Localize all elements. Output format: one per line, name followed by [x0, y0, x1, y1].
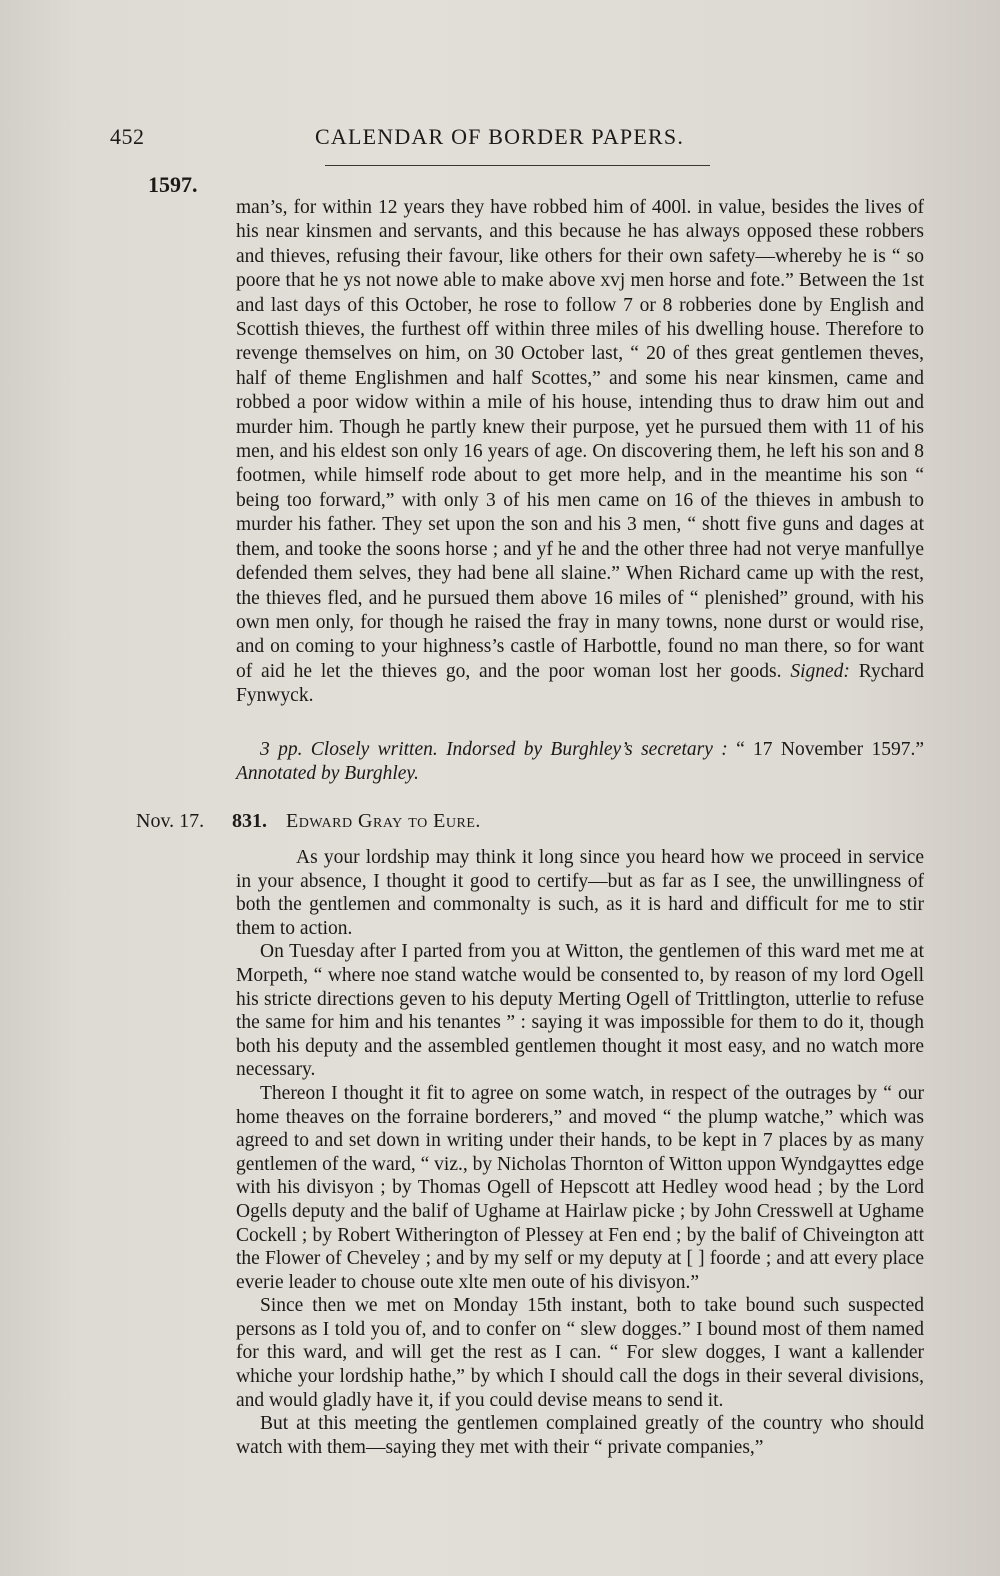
page-title: CALENDAR OF BORDER PAPERS. — [315, 124, 685, 149]
continued-letter-text — [236, 196, 924, 709]
letter-paragraph: Since then we met on Monday 15th instant, both to take bound such suspected persons as I told you of, and to confer on “ slew dogges.” I bound most of them named for this ward, and will get the rest as I can. “ For slew dogges, I want a kallender whiche your lordship hathe,” by which I should call the dogs in their several divisions, and would gladly have it, if you could devise means to send it. — [236, 1295, 924, 1411]
entry-date: Nov. 17. — [136, 810, 205, 832]
note-date: “ 17 November 1597.” — [736, 739, 925, 760]
letter-paragraph: Thereon I thought it fit to agree on some watch, in respect of the outrages by “ our home theaves on the forraine borderers,” and moved “ the plump watche,” which was agreed to and set down in writing under their hands, to be kept in 7 places by as many gentlemen of the ward, “ viz., by Nicholas Thornton of Witton uppon Wyndgayttes edge with his divisyon ; by Thomas Ogell of Hepscott att Hedley wood head ; by the Lord Ogells deputy and the balif of Ughame at Hairlaw picke ; by John Cresswell at Ughame Cockell ; by Robert Witherington of Plessey at Fen end ; by the balif of Chiveington att the Flower of Cheveley ; and by my self or my deputy at [ ] foorde ; and att every place everie leader to chouse oute xlte men oute of his divisyon.” — [236, 1082, 924, 1293]
note-annotated: Annotated by Burghley. — [236, 763, 419, 785]
header-rule — [325, 165, 710, 166]
entry-title: Edward Gray to Eure. — [286, 810, 481, 832]
signatory: Rychard Fynwyck. — [236, 660, 925, 707]
letter-paragraph: On Tuesday after I parted from you at Witton, the gentlemen of this ward met me at Morpeth, “ where noe stand watche would be consented to, by reason of my lord Ogell his stricte directions geven to his deputy Merting Ogell of Trittlington, utterlie to refuse the same for him and his tenantes ” : saying it was impossible for them to do it, though both his deputy and the assembled gentlemen thought it most easy, and no watch more necessary. — [236, 941, 924, 1081]
page-number: 452 — [110, 124, 145, 149]
note-pages: 3 pp. — [260, 739, 303, 760]
margin-year: 1597. — [148, 172, 198, 197]
note-written: Closely written. — [310, 739, 438, 760]
continued-letter-body: man’s, for within 12 years they have robbed him of 400l. in value, besides the lives of his near kinsmen and servants, and this because he has always opposed these robbers and thieves, refusing their favour, like others for their own safety—whereby he is “ so poore that he ys not nowe able to make above xvj men horse and fote.” Between the 1st and last days of this October, he rose to follow 7 or 8 robberies done by English and Scottish thieves, the furthest off within three miles of his dwelling house. Therefore to revenge themselves on him, on 30 October last, “ 20 of thes great gentlemen theves, half of theme Englishmen and half Scottes,” and some his near kinsmen, came and robbed a poor widow within a mile of his house, intending thus to draw him out and murder him. Though he partly knew their purpose, yet he pursued them with 11 of his men, and his eldest son only 16 years of age. On discovering them, he left his son and 8 footmen, while himself rode about to get more help, and in the meantime his son “ being too forward,” with only 3 of his men came on 16 of the thieves in ambush to murder his father. They set upon the son and his 3 men, “ shott five guns and dages at them, and tooke the soons horse ; and yf he and the other three had not verye manfullye defended them selves, they had bene all slaine.” When Richard came up with the rest, the thieves fled, and he pursued them above 16 miles of “ plenished” ground, with his own men only, for though he raised the fray in many towns, none durst or would rise, and on coming to your highness’s castle of Harbottle, found no man there, so for want of aid he let the thieves go, and the poor woman lost her goods. — [236, 197, 924, 682]
note-indorsed: Indorsed by Burghley’s secretary : — [446, 739, 728, 760]
document-note — [236, 738, 924, 787]
letter-body — [236, 846, 924, 1459]
letter-paragraph: But at this meeting the gentlemen complained greatly of the country who should watch with them—saying they met with their “ private companies,” — [236, 1413, 924, 1458]
running-head — [110, 124, 750, 156]
signed-label: Signed: — [790, 660, 850, 682]
letter-paragraph: As your lordship may think it long since you heard how we proceed in service in your absence, I thought it good to certify—but as far as I see, the unwillingness of both the gentlemen and commonalty is such, as it is hard and difficult for me to stir them to action. — [236, 847, 924, 939]
entry-number: 831. — [232, 810, 267, 832]
